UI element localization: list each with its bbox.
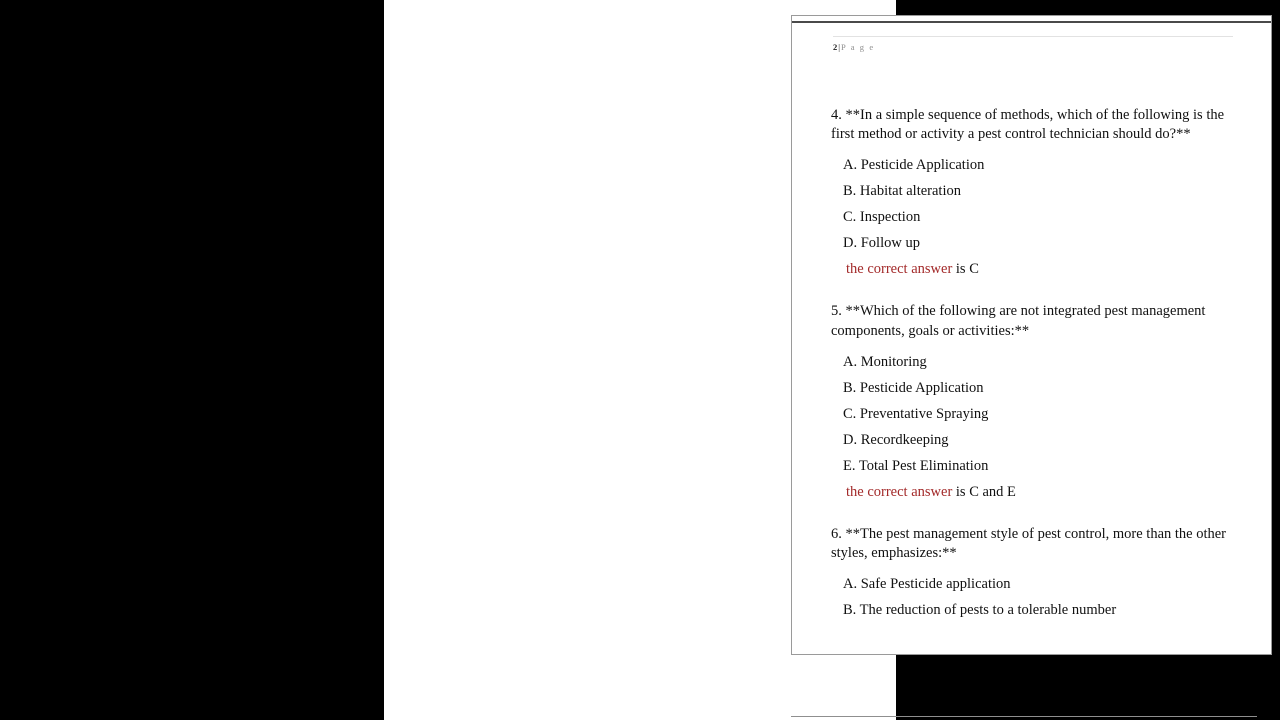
- option-item[interactable]: C. Inspection: [843, 209, 921, 226]
- answer-value: is C: [952, 261, 979, 278]
- option-item[interactable]: D. Follow up: [843, 235, 920, 252]
- option-item[interactable]: D. Recordkeeping: [843, 431, 949, 448]
- question-block: [831, 525, 1241, 620]
- header-page-word: P a g e: [840, 42, 875, 52]
- option-list: [831, 568, 1241, 620]
- answer-tag: the correct answer: [846, 483, 953, 500]
- option-item[interactable]: C. Preventative Spraying: [843, 405, 989, 422]
- header-page-number: 2: [833, 42, 838, 52]
- page-number-label: [833, 42, 1233, 52]
- question-stem: 4. **In a simple sequence of methods, which of the following is the first method or activity a pest control technician should do?**: [831, 107, 1225, 143]
- header-separator: |: [838, 42, 840, 52]
- page-header: [833, 36, 1233, 52]
- question-block: [831, 302, 1241, 501]
- option-list: [831, 346, 1241, 476]
- option-item[interactable]: A. Safe Pesticide application: [843, 576, 1011, 593]
- answer-line: [831, 476, 1241, 502]
- option-item[interactable]: B. Habitat alteration: [843, 183, 961, 200]
- document-page: [791, 15, 1272, 655]
- page-body: [831, 106, 1241, 620]
- page-top-rule: [792, 21, 1271, 23]
- question-stem: 5. **Which of the following are not integrated pest management components, goals or activities:**: [831, 303, 1206, 339]
- paper-surface: [384, 0, 1227, 720]
- answer-tag: the correct answer: [846, 261, 953, 278]
- question-stem: 6. **The pest management style of pest control, more than the other styles, emphasizes:**: [831, 525, 1227, 562]
- answer-line: [831, 253, 1241, 279]
- question-block: [831, 106, 1241, 279]
- option-item[interactable]: A. Monitoring: [843, 353, 927, 370]
- option-item[interactable]: B. The reduction of pests to a tolerable number: [843, 602, 1117, 619]
- header-divider: [833, 36, 1233, 37]
- next-page-top-rule: [791, 716, 1257, 717]
- option-list: [831, 149, 1241, 253]
- option-item[interactable]: E. Total Pest Elimination: [843, 457, 989, 474]
- option-item[interactable]: B. Pesticide Application: [843, 379, 984, 396]
- option-item[interactable]: A. Pesticide Application: [843, 157, 985, 174]
- answer-value: is C and E: [952, 483, 1016, 500]
